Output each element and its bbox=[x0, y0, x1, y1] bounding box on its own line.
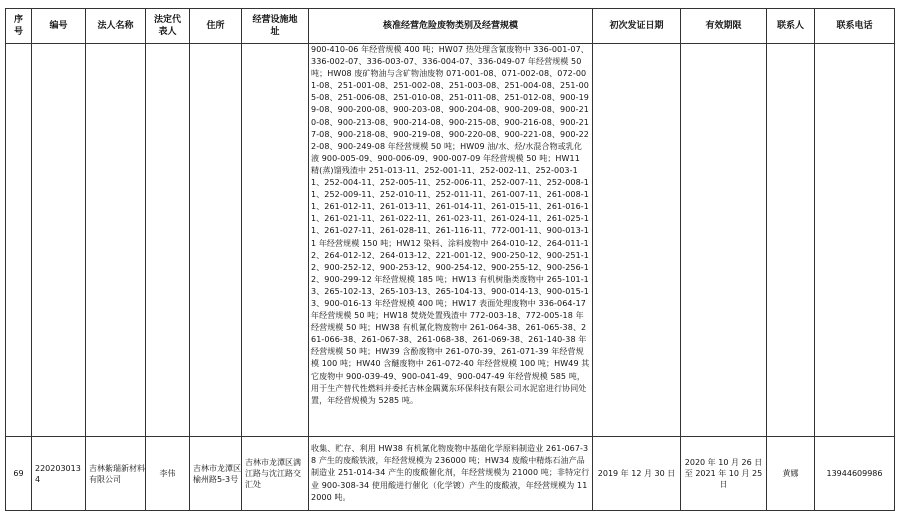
empty-cell bbox=[6, 44, 32, 437]
empty-cell bbox=[815, 44, 895, 437]
empty-cell bbox=[86, 44, 146, 437]
empty-cell bbox=[242, 44, 309, 437]
header-first-date: 初次发证日期 bbox=[593, 9, 681, 44]
empty-cell bbox=[593, 44, 681, 437]
header-code: 编号 bbox=[32, 9, 86, 44]
header-phone: 联系电话 bbox=[815, 9, 895, 44]
row-rep: 李伟 bbox=[146, 437, 190, 511]
header-site: 经营设施地址 bbox=[242, 9, 309, 44]
row-scope-cell bbox=[309, 437, 593, 511]
row-addr: 吉林市龙潭区榆州路5-3号 bbox=[190, 437, 242, 511]
row-contact: 黄娜 bbox=[767, 437, 815, 511]
header-seq: 序号 bbox=[6, 9, 32, 44]
header-rep: 法定代表人 bbox=[146, 9, 190, 44]
empty-cell bbox=[681, 44, 767, 437]
row-valid: 2020 年 10 月 26 日至 2021 年 10 月 25 日 bbox=[681, 437, 767, 511]
empty-cell bbox=[32, 44, 86, 437]
row-code: 2202030134 bbox=[32, 437, 86, 511]
empty-cell bbox=[190, 44, 242, 437]
row-phone: 13944609986 bbox=[815, 437, 895, 511]
header-contact: 联系人 bbox=[767, 9, 815, 44]
continued-scope-text: 900-410-06 年经营规模 400 吨；HW07 热处理含氰废物中 336-001-07、336-002-07、336-003-07、336-004-07、336-049-07 年经营规模 50吨；HW08 废矿物油与含矿物油废物 071-001-08、071-002-08、072-001-08、251-001-08、251-002-08、251-003-08、251-004-08、251-005-08、251-006-08、251-010-08、251-011-08、251-012-08、900-199-08、900-200-08、900-203-08、900-204-08、900-209-08、900-210-08、900-213-08、900-214-08、900-215-08、900-216-08、900-217-08、900-218-08、900-219-08、900-220-08、900-221-08、900-222-08、900-249-08 年经营规模 50 吨；HW09 油/水、烃/水混合物或乳化液 900-005-09、900-006-09、900-007-09 年经营规模 50 吨；HW11 精(蒸)馏残渣中 251-013-11、252-001-11、252-002-11、252-003-11、252-004-11、252-005-11、252-006-11、252-007-11、252-008-11、252-009-11、252-010-11、252-011-11、261-007-11、261-008-11、261-012-11、261-013-11、261-014-11、261-015-11、261-016-11、261-021-11、261-022-11、261-023-11、261-024-11、261-025-11、261-027-11、261-028-11、261-116-11、772-001-11、900-013-11 年经营规模 150 吨；HW12 染料、涂料废物中 264-010-12、264-011-12、264-012-12、264-013-12、221-001-12、900-250-12、900-251-12、900-252-12、900-253-12、900-254-12、900-255-12、900-256-12、900-299-12 年经营规模 185 吨；HW13 有机树脂类废物中 265-101-13、265-102-13、265-103-13、265-104-13、900-014-13、900-015-13、900-016-13 年经营规模 400 吨；HW17 表面处理废物中 336-064-17 年经营规模 50 吨；HW18 焚烧处置残渣中 772-003-18、772-005-18 年经营规模 50 吨；HW38 有机氰化物废物中 261-064-38、261-065-38、261-066-38、261-067-38、261-068-38、261-069-38、261-140-38 年经营规模 50 吨；HW39 含酚废物中 261-070-39、261-071-39 年经营规模 100 吨；HW40 含醚废物中 261-072-40 年经营规模 100 吨；HW49 其它废物中 900-039-49、900-041-49、900-047-49 年经营规模 585 吨，用于生产替代性燃料并委托吉林金隅冀东环保科技有限公司水泥窑进行协同处置，年经营规模为 5285 吨。 bbox=[311, 45, 590, 405]
license-table bbox=[5, 8, 895, 511]
header-addr: 住所 bbox=[190, 9, 242, 44]
table-header-row bbox=[6, 9, 895, 44]
row-name: 吉林紫瑞新材料有限公司 bbox=[86, 437, 146, 511]
header-name: 法人名称 bbox=[86, 9, 146, 44]
scope-cell bbox=[309, 44, 593, 437]
row-scope: 收集、贮存、利用 HW38 有机氰化物废物中基础化学原料制造业 261-067-38 产生的废酸铁液，年经营规模为 236000 吨；HW34 废酸中精炼石油产品制造业 251-014-34 产生的废酸催化剂，年经营规模为 21000 吨；非特定行业 900-308-34 使用酸进行催化（化学镀）产生的废酸液，年经营规模为 112000 吨。 bbox=[311, 444, 590, 502]
empty-cell bbox=[767, 44, 815, 437]
row-seq: 69 bbox=[6, 437, 32, 511]
header-scope: 核准经营危险废物类别及经营规模 bbox=[309, 9, 593, 44]
row-first-date: 2019 年 12 月 30 日 bbox=[593, 437, 681, 511]
header-valid: 有效期限 bbox=[681, 9, 767, 44]
empty-cell bbox=[146, 44, 190, 437]
table-row bbox=[6, 44, 895, 437]
table-row bbox=[6, 437, 895, 511]
row-site: 吉林市龙潭区满江路与沈江路交汇处 bbox=[242, 437, 309, 511]
